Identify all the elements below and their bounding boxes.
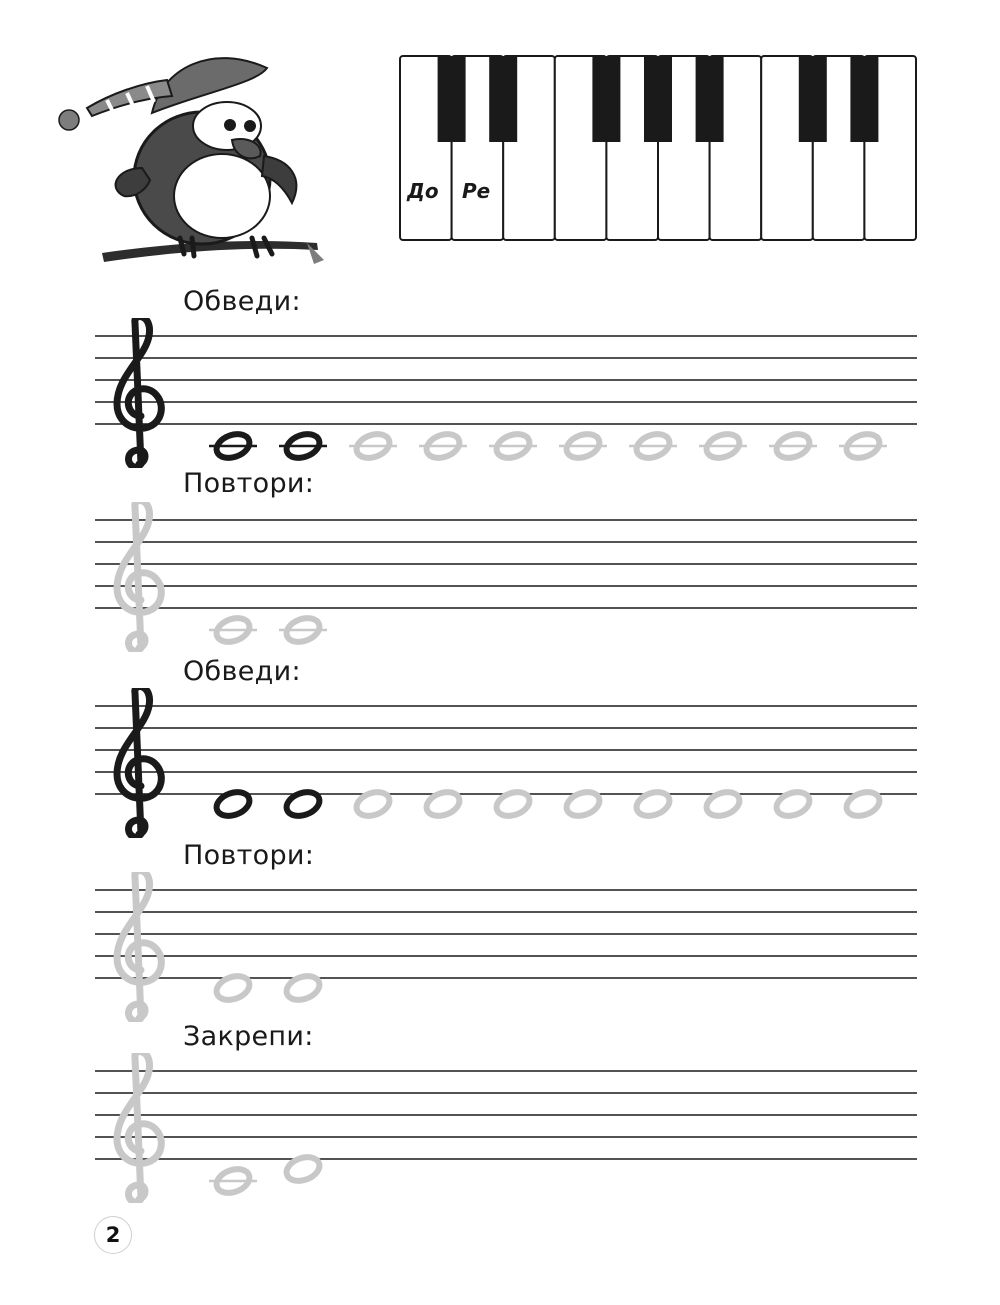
section-label-reinforce: Закрепи: (183, 1021, 314, 1052)
piano-black-key[interactable] (799, 56, 827, 142)
whole-note (493, 788, 532, 820)
whole-note (489, 430, 537, 462)
whole-note (283, 1153, 322, 1185)
whole-note (213, 788, 252, 820)
music-staff-repeat-1[interactable] (95, 502, 917, 652)
whole-note (703, 788, 742, 820)
section-label-trace-2: Обведи: (183, 656, 301, 687)
piano-black-key[interactable] (850, 56, 878, 142)
piano-black-key[interactable] (489, 56, 517, 142)
whole-note (769, 430, 817, 462)
whole-note (559, 430, 607, 462)
music-staff-repeat-2[interactable] (95, 872, 917, 1022)
whole-note (843, 788, 882, 820)
whole-note (699, 430, 747, 462)
music-staff-trace-1[interactable] (95, 318, 917, 468)
whole-note (423, 788, 462, 820)
piano-key-label-do: До (407, 179, 439, 203)
whole-note (839, 430, 887, 462)
piano-black-key[interactable] (592, 56, 620, 142)
owl-illustration (52, 38, 342, 273)
whole-note (283, 788, 322, 820)
whole-note (349, 430, 397, 462)
treble-clef-icon (117, 872, 161, 1022)
whole-note (419, 430, 467, 462)
whole-note (283, 972, 322, 1004)
section-label-repeat-1: Повтори: (183, 468, 315, 499)
piano-black-key[interactable] (696, 56, 724, 142)
piano-key-label-re: Ре (462, 179, 491, 203)
whole-note (629, 430, 677, 462)
treble-clef-icon (117, 1053, 161, 1203)
piano-keyboard (399, 55, 917, 243)
section-label-repeat-2: Повтори: (183, 840, 315, 871)
music-staff-reinforce[interactable] (95, 1053, 917, 1203)
whole-note (209, 1165, 257, 1197)
whole-note (213, 972, 252, 1004)
whole-note (633, 788, 672, 820)
page-number: 2 (94, 1216, 132, 1254)
whole-note (773, 788, 812, 820)
whole-note (209, 430, 257, 462)
piano-black-key[interactable] (438, 56, 466, 142)
section-label-trace-1: Обведи: (183, 286, 301, 317)
whole-note (353, 788, 392, 820)
treble-clef-icon (117, 502, 161, 652)
whole-note (209, 614, 257, 646)
whole-note (563, 788, 602, 820)
treble-clef-icon (117, 688, 161, 838)
music-staff-trace-2[interactable] (95, 688, 917, 838)
treble-clef-icon (117, 318, 161, 468)
piano-black-key[interactable] (644, 56, 672, 142)
whole-note (279, 614, 327, 646)
whole-note (279, 430, 327, 462)
